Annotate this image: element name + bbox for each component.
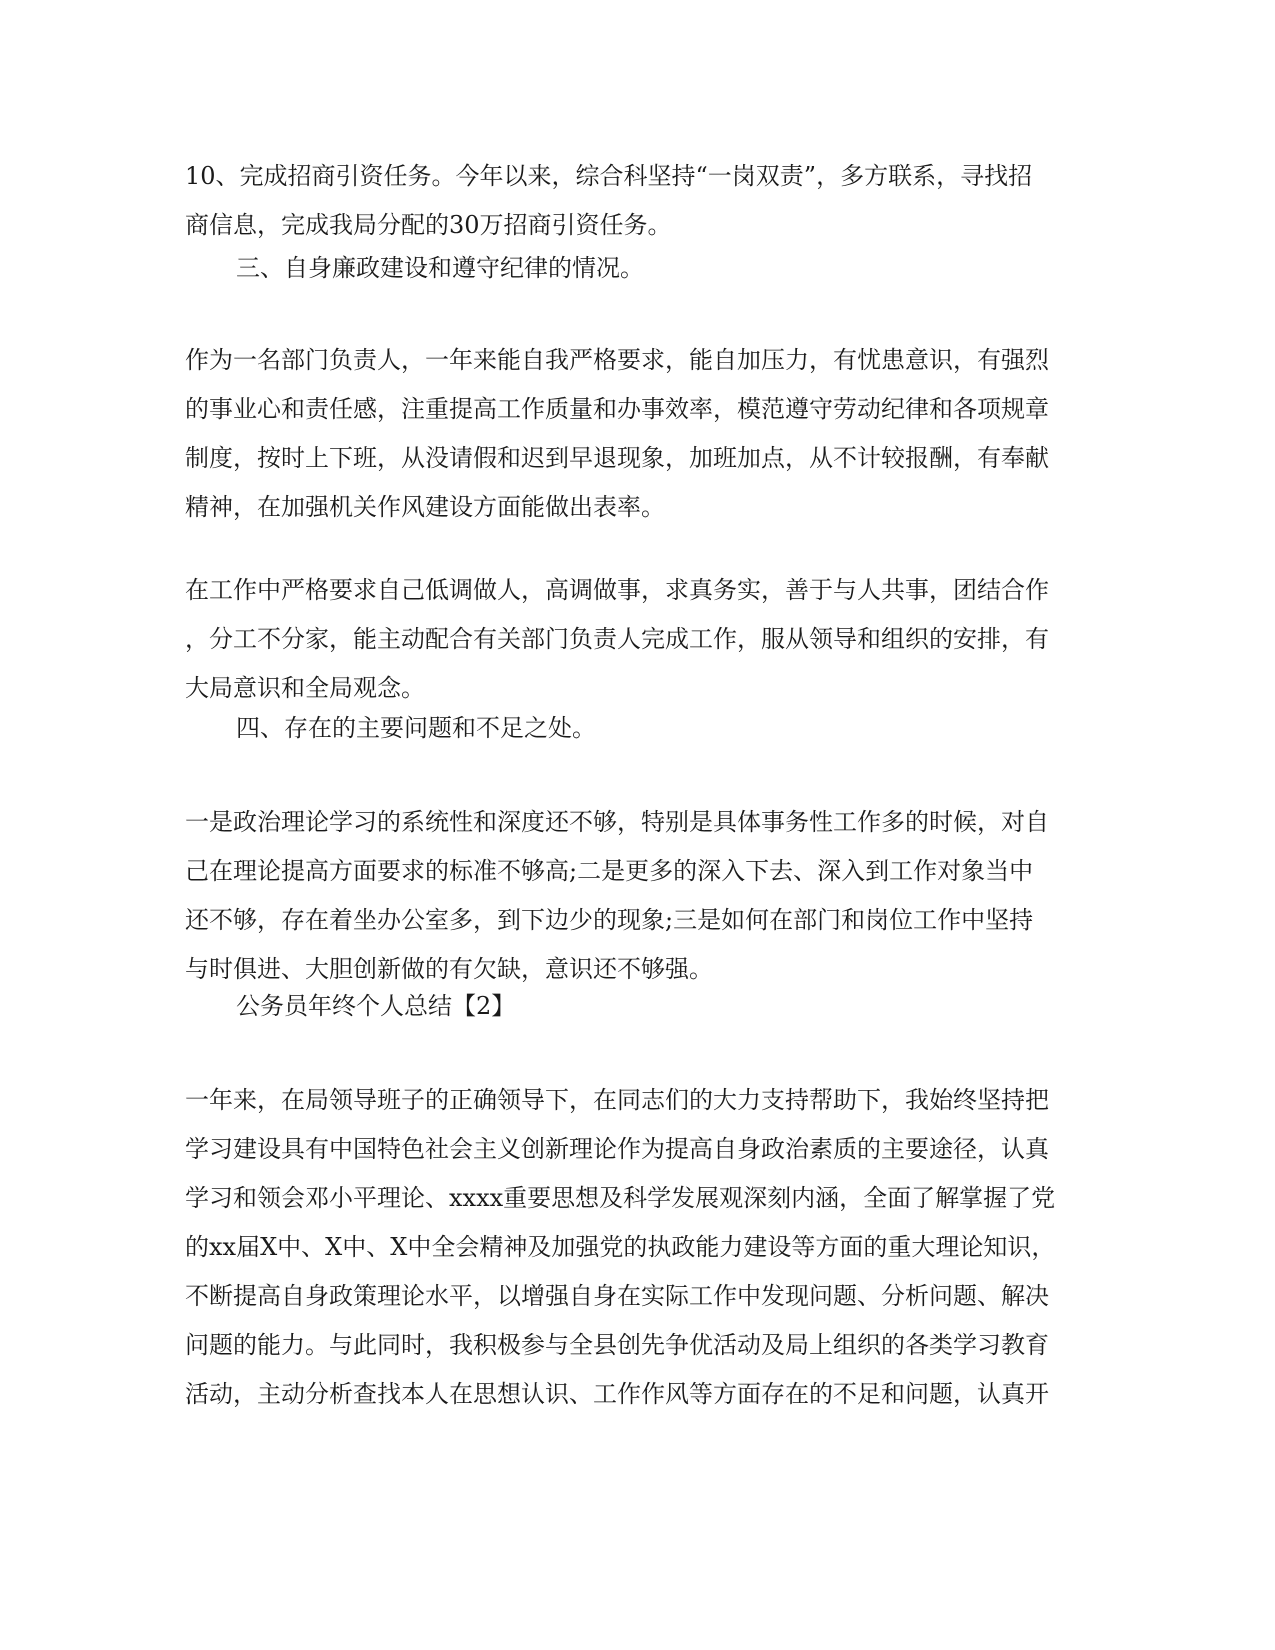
text-line: 商信息，完成我局分配的30万招商引资任务。 xyxy=(185,211,672,239)
text-line: 大局意识和全局观念。 xyxy=(185,674,425,702)
text-line: 己在理论提高方面要求的标准不够高;二是更多的深入下去、深入到工作对象当中 xyxy=(185,857,1034,885)
text-line: 问题的能力。与此同时，我积极参与全县创先争优活动及局上组织的各类学习教育 xyxy=(185,1331,1049,1359)
text-line: 一年来，在局领导班子的正确领导下，在同志们的大力支持帮助下，我始终坚持把 xyxy=(185,1086,1049,1114)
text-line: 精神，在加强机关作风建设方面能做出表率。 xyxy=(185,493,665,521)
paragraph-work-attitude xyxy=(185,566,1090,713)
text-line: 10、完成招商引资任务。今年以来，综合科坚持“一岗双责”，多方联系，寻找招 xyxy=(185,162,1033,190)
text-line: 与时俱进、大胆创新做的有欠缺，意识还不够强。 xyxy=(185,955,713,983)
text-line: 的事业心和责任感，注重提高工作质量和办事效率，模范遵守劳动纪律和各项规章 xyxy=(185,395,1049,423)
text-line: 学习和领会邓小平理论、xxxx重要思想及科学发展观深刻内涵，全面了解掌握了党 xyxy=(185,1184,1056,1212)
paragraph-investment-task xyxy=(185,152,1090,250)
section-title-summary-2: 公务员年终个人总结【2】 xyxy=(236,992,516,1020)
section-heading-problems: 四、存在的主要问题和不足之处。 xyxy=(236,714,596,742)
text-line: ，分工不分家，能主动配合有关部门负责人完成工作，服从领导和组织的安排，有 xyxy=(185,625,1049,653)
text-line: 在工作中严格要求自己低调做人，高调做事，求真务实，善于与人共事，团结合作 xyxy=(185,576,1049,604)
text-line: 学习建设具有中国特色社会主义创新理论作为提高自身政治素质的主要途径，认真 xyxy=(185,1135,1049,1163)
text-line: 一是政治理论学习的系统性和深度还不够，特别是具体事务性工作多的时候，对自 xyxy=(185,808,1049,836)
text-line: 不断提高自身政策理论水平，以增强自身在实际工作中发现问题、分析问题、解决 xyxy=(185,1282,1049,1310)
text-line: 的xx届X中、X中、X中全会精神及加强党的执政能力建设等方面的重大理论知识， xyxy=(185,1233,1056,1261)
paragraph-year-review xyxy=(185,1076,1090,1419)
text-line: 作为一名部门负责人，一年来能自我严格要求，能自加压力，有忧患意识，有强烈 xyxy=(185,346,1049,374)
text-line: 还不够，存在着坐办公室多，到下边少的现象;三是如何在部门和岗位工作中坚持 xyxy=(185,906,1034,934)
section-heading-integrity: 三、自身廉政建设和遵守纪律的情况。 xyxy=(236,254,644,282)
paragraph-department-head xyxy=(185,336,1090,532)
text-line: 活动，主动分析查找本人在思想认识、工作作风等方面存在的不足和问题，认真开 xyxy=(185,1380,1049,1408)
paragraph-problems xyxy=(185,798,1090,994)
text-line: 制度，按时上下班，从没请假和迟到早退现象，加班加点，从不计较报酬，有奉献 xyxy=(185,444,1049,472)
